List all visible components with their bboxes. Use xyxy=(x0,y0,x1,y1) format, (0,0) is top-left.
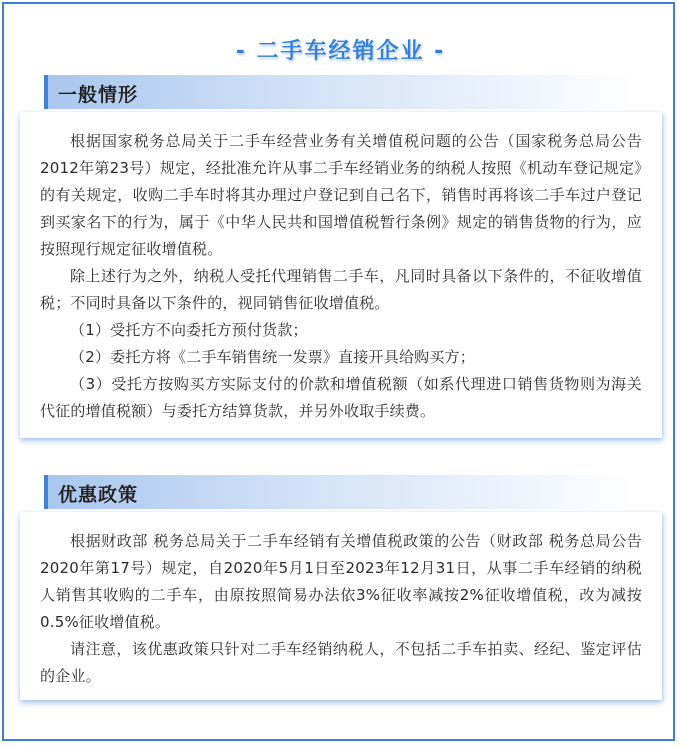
list-item-condition-1: （1）受托方不向委托方预付货款； xyxy=(70,321,308,339)
section-header-accent-bar xyxy=(44,75,48,109)
paragraph: 根据国家税务总局关于二手车经营业务有关增值税问题的公告（国家税务总局公告2012年第23号）规定，经批准允许从事二手车经销业务的纳税人按照《机动车登记规定》的有关规定，收购二手车时将其办理过户登记到自己名下，销售时再将该二手车过户登记到买家名下的行为，属于《中华人民共和国增值税暂行条例》规定的销售货物的行为，应按照现行规定征收增值税。 xyxy=(40,132,642,258)
paragraph-note: 请注意，该优惠政策只针对二手车经销纳税人，不包括二手车拍卖、经纪、鉴定评估的企业。 xyxy=(40,640,642,685)
list-item-condition-2: （2）委托方将《二手车销售统一发票》直接开具给购买方； xyxy=(70,348,475,366)
section-card-general xyxy=(20,112,662,438)
section-card-preferential-policy xyxy=(20,512,662,700)
paragraph: 根据财政部 税务总局关于二手车经销有关增值税政策的公告（财政部 税务总局公告2020年第17号）规定，自2020年5月1日至2023年12月31日，从事二手车经销的纳税人销售其收购的二手车，由原按照简易办法依3%征收率减按2%征收增值税，改为减按0.5%征收增值税。 xyxy=(40,532,642,631)
paragraph: 除上述行为之外，纳税人受托代理销售二手车，凡同时具备以下条件的，不征收增值税；不同时具备以下条件的，视同销售征收增值税。 xyxy=(40,267,642,312)
section-heading: 优惠政策 xyxy=(58,484,139,506)
page-title: - 二手车经销企业 - xyxy=(235,39,446,64)
section-header-accent-bar xyxy=(44,475,48,509)
section-header-general xyxy=(44,75,634,109)
section-heading: 一般情形 xyxy=(58,84,139,106)
section-header-preferential-policy xyxy=(44,475,634,509)
list-item-condition-3: （3）受托方按购买方实际支付的价款和增值税额（如系代理进口销售货物则为海关代征的增值税额）与委托方结算货款，并另外收取手续费。 xyxy=(40,375,642,420)
